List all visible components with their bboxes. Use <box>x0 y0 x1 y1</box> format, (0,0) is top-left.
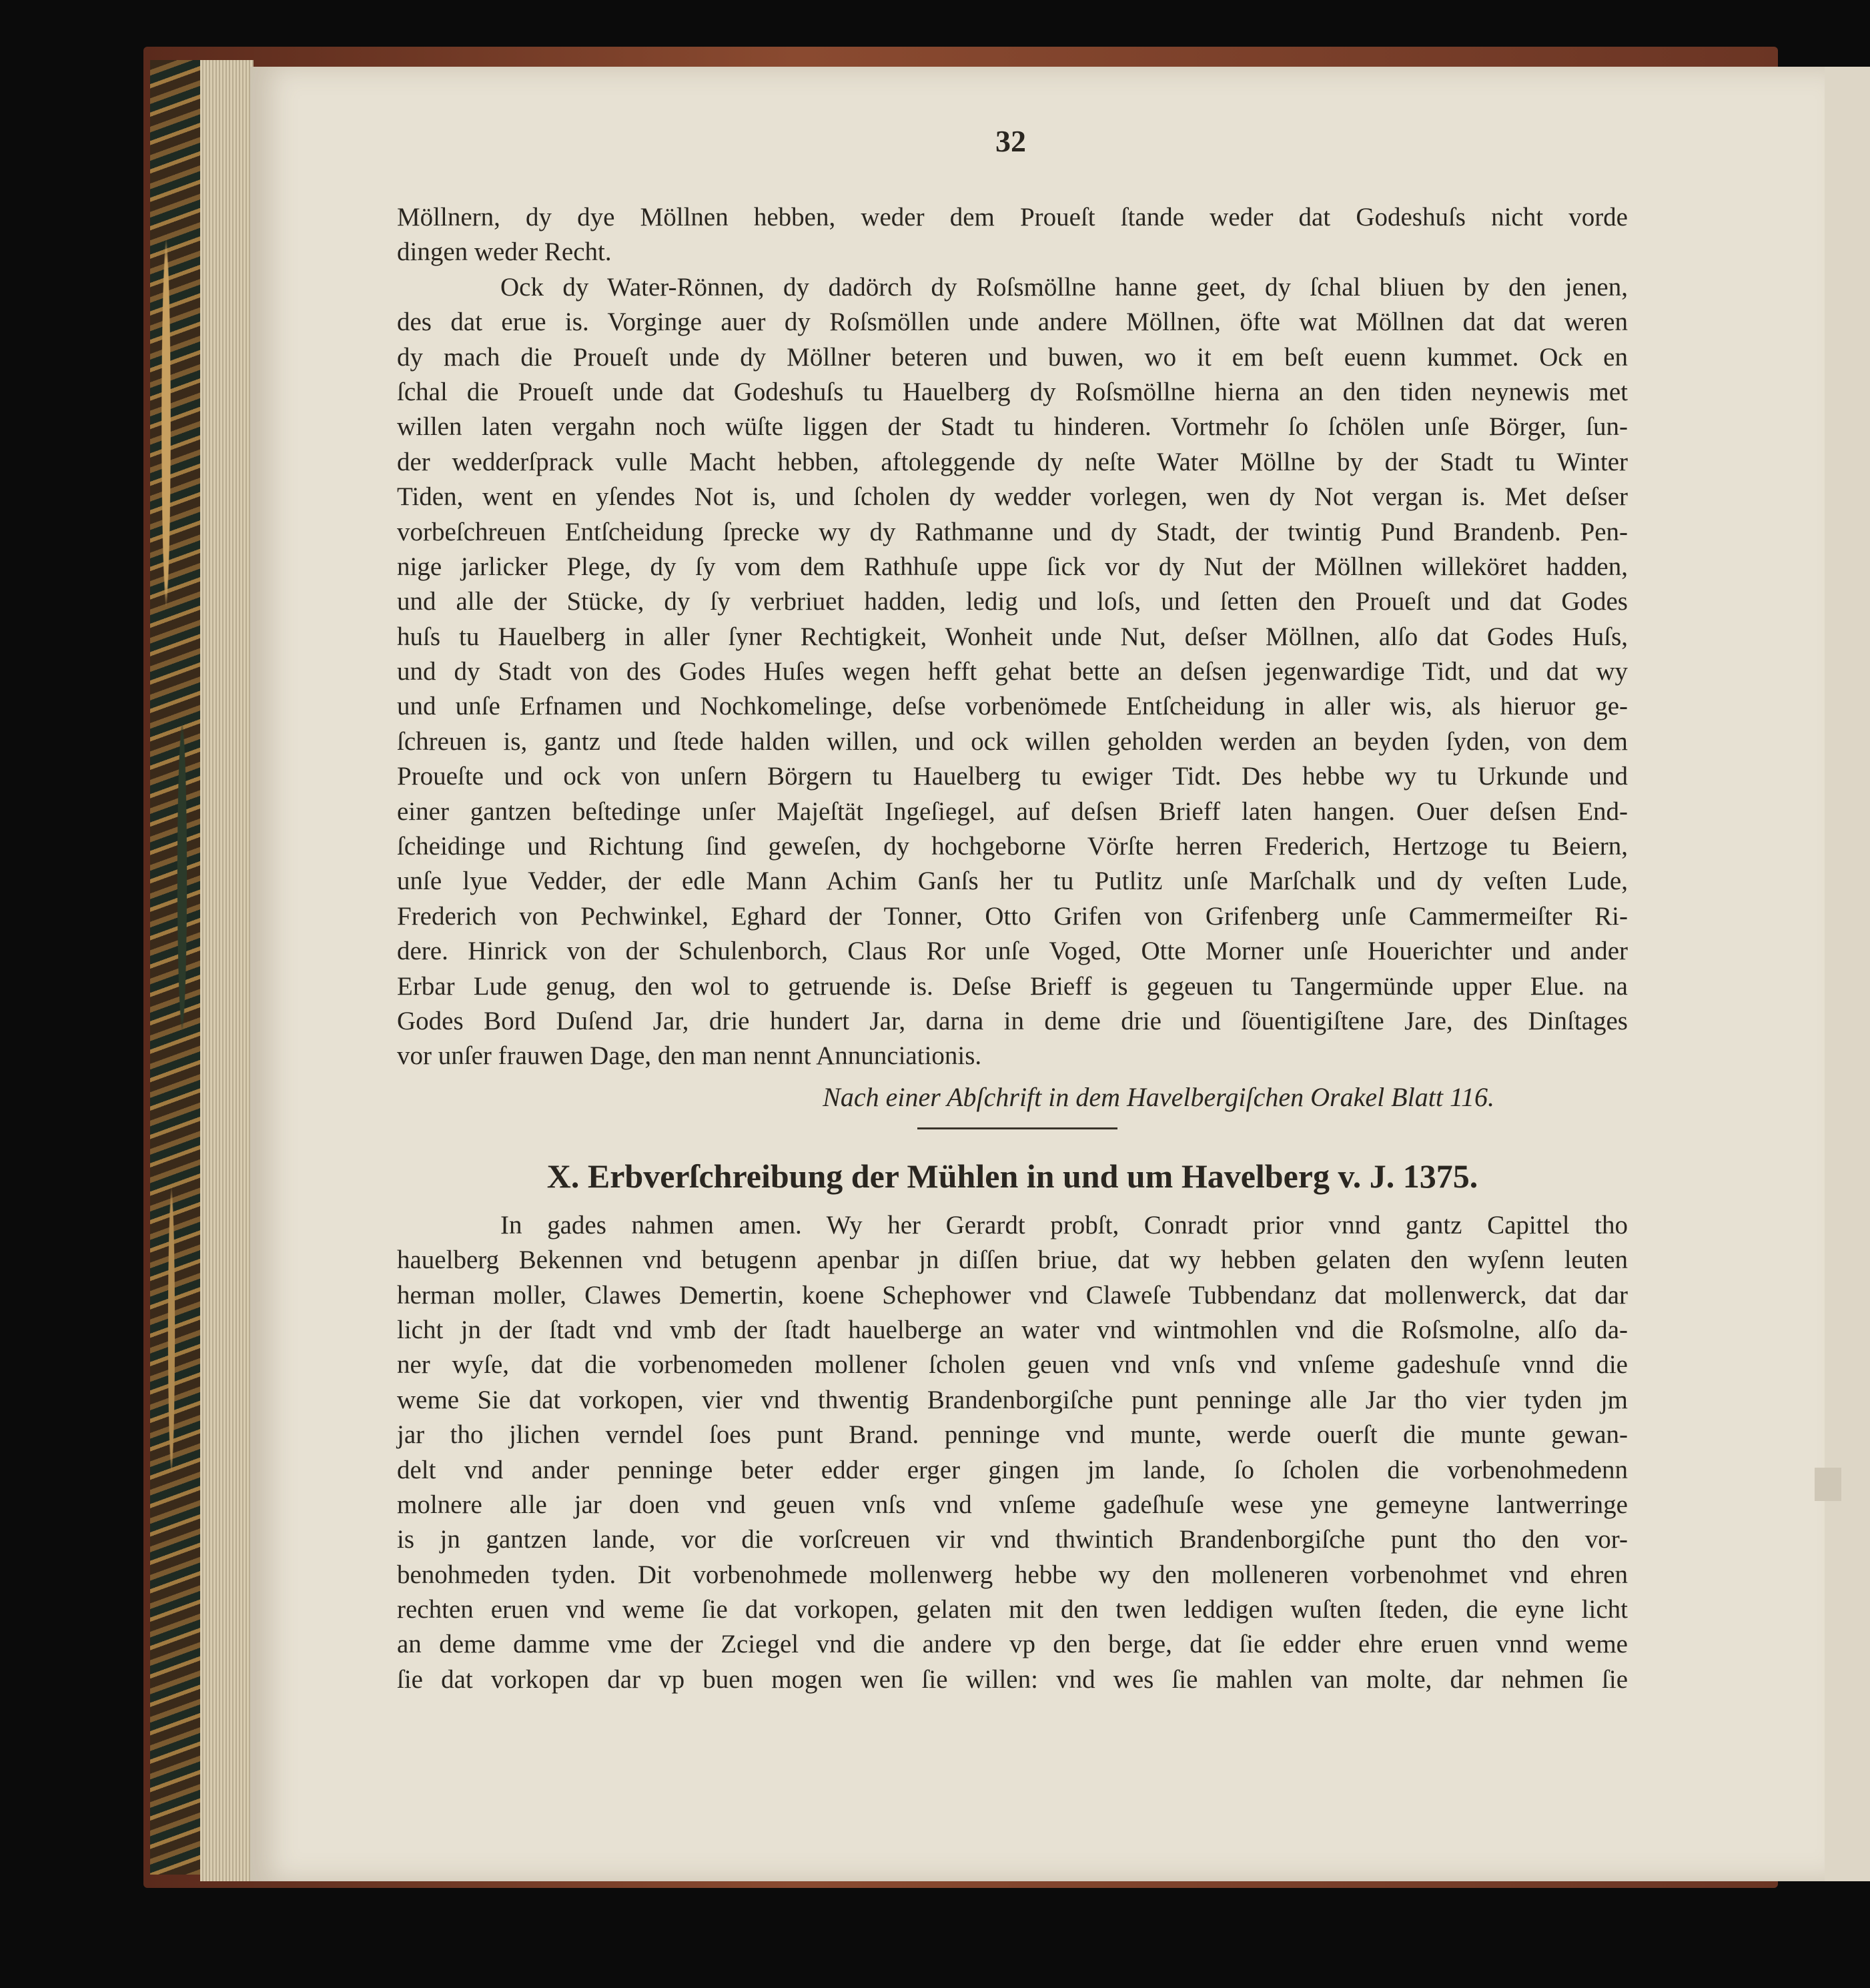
page-edges <box>200 60 254 1881</box>
text-line: licht jn der ſtadt vnd vmb der ſtadt hauelberge an water vnd wintmohlen vnd die Roſsmolne, alſo da- <box>397 1315 1628 1344</box>
text-line: unſe lyue Vedder, der edle Mann Achim Ganſs her tu Putlitz unſe Marſchalk und dy veſten Lude, <box>397 867 1628 896</box>
text-line: Tiden, went en yſendes Not is, und ſcholen dy wedder vorlegen, wen dy Not vergan is. Met deſser <box>397 482 1628 512</box>
marbled-edge <box>150 60 203 1875</box>
facing-page <box>1825 67 1870 1881</box>
text-line: vorbeſchreuen Entſcheidung ſprecke wy dy Rathmanne und dy Stadt, der twintig Pund Brandenb. Pen- <box>397 517 1628 546</box>
section-heading: X. Erbverſchreibung der Mühlen in und um Havelberg v. J. 1375. <box>546 1157 1478 1195</box>
page-tab <box>1815 1468 1841 1501</box>
text-line: an deme damme vme der Zciegel vnd die andere vp den berge, dat ſie edder ehre eruen vnnd weme <box>397 1630 1628 1659</box>
text-line: und unſe Erfnamen und Nochkomelinge, deſse vorbenömede Entſcheidung in aller wis, als hieruor ge- <box>397 692 1628 721</box>
text-line: huſs tu Hauelberg in aller ſyner Rechtigkeit, Wonheit unde Nut, deſser Möllnen, alſo dat Godes Huſs, <box>397 622 1628 651</box>
text-line: Möllnern, dy dye Möllnen hebben, weder dem Proueſt ſtande weder dat Godeshuſs nicht vorde <box>397 203 1628 231</box>
text-line: dere. Hinrick von der Schulenborch, Claus Ror unſe Voged, Otte Morner unſe Houerichter und ander <box>397 937 1628 966</box>
text-line: ſcheidinge und Richtung ſind geweſen, dy hochgeborne Vörſte herren Frederich, Hertzoge tu Beiern, <box>397 832 1628 861</box>
section-2-body <box>397 1208 1628 1697</box>
section-1-body <box>397 200 1628 1074</box>
text-line: jar tho jlichen verndel ſoes punt Brand. penninge vnd munte, werde ouerſt die munte gewan- <box>397 1420 1628 1450</box>
divider-rule <box>917 1127 1117 1129</box>
text-line: ner wyſe, dat die vorbenomeden mollener ſcholen geuen vnd vnſs vnd vnſeme gadeshuſe vnnd die <box>397 1350 1628 1380</box>
text-line: herman moller, Clawes Demertin, koene Schephower vnd Claweſe Tubbendanz dat mollenwerck, dat dar <box>397 1280 1628 1310</box>
text-line: willen laten vergahn noch wüſte liggen der Stadt tu hinderen. Vortmehr ſo ſchölen unſe Börger, ſun- <box>397 412 1628 442</box>
text-line: ſchreuen is, gantz und ſtede halden willen, und ock willen geholden werden an beyden ſyden, von dem <box>397 726 1628 756</box>
text-line: weme Sie dat vorkopen, vier vnd thwentig Brandenborgiſche punt penninge alle Jar tho vier tyden jm <box>397 1385 1628 1414</box>
text-line: ſchal die Proueſt unde dat Godeshuſs tu Hauelberg dy Roſsmöllne hierna an den tiden neynewis met <box>397 377 1628 406</box>
page-number: 32 <box>995 124 1026 158</box>
text-line: ſie dat vorkopen dar vp buen mogen wen ſie willen: vnd wes ſie mahlen van molte, dar nehmen ſie <box>397 1664 1628 1694</box>
text-line: benohmeden tyden. Dit vorbenohmede mollenwerg hebbe wy den molleneren vorbenohmet vnd ehren <box>397 1560 1628 1589</box>
text-line: Ock dy Water-Rönnen, dy dadörch dy Roſsmöllne hanne geet, dy ſchal bliuen by den jenen, <box>500 272 1628 302</box>
text-line: nige jarlicker Plege, dy ſy vom dem Rathhuſe uppe ſick vor dy Nut der Möllnen willeköret hadden, <box>397 552 1628 581</box>
text-line: is jn gantzen lande, vor die vorſcreuen vir vnd thwintich Brandenborgiſche punt tho den vor- <box>397 1525 1628 1554</box>
text-line: Proueſte und ock von unſern Börgern tu Hauelberg tu ewiger Tidt. Des hebbe wy tu Urkunde und <box>397 762 1628 791</box>
text-line: Frederich von Pechwinkel, Eghard der Tonner, Otto Grifen von Grifenberg unſe Cammermeiſter Ri- <box>397 901 1628 931</box>
text-line: In gades nahmen amen. Wy her Gerardt probſt, Conradt prior vnnd gantz Capittel tho <box>500 1210 1628 1239</box>
text-line: des dat erue is. Vorginge auer dy Roſsmöllen unde andere Möllnen, öfte wat Möllnen dat dat weren <box>397 308 1628 337</box>
text-line: delt vnd ander penninge beter edder erger gingen jm lande, ſo ſcholen die vorbenohmedenn <box>397 1455 1628 1484</box>
text-line: hauelberg Bekennen vnd betugenn apenbar jn diſſen briue, dat wy hebben gelaten den wyſenn leuten <box>397 1246 1628 1275</box>
text-line: Godes Bord Duſend Jar, drie hundert Jar, darna in deme drie und ſöuentigiſtene Jare, des Dinſtages <box>397 1006 1628 1035</box>
source-note: Nach einer Abſchrift in dem Havelbergiſchen Orakel Blatt 116. <box>823 1081 1494 1112</box>
text-line: vor unſer frauwen Dage, den man nennt Annunciationis. <box>397 1041 982 1071</box>
text-line: und alle der Stücke, dy ſy verbriuet hadden, ledig und loſs, und ſetten den Proueſt und dat Godes <box>397 587 1628 616</box>
text-line: der wedderſprack vulle Macht hebben, aftoleggende dy neſte Water Möllne by der Stadt tu Winter <box>397 447 1628 476</box>
text-line: Erbar Lude genug, den wol to getruende is. Deſse Brieff is gegeuen tu Tangermünde upper Elue. na <box>397 971 1628 1001</box>
page-text <box>397 200 1628 1697</box>
text-line: dingen weder Recht. <box>397 237 612 267</box>
text-line: und dy Stadt von des Godes Huſes wegen hefft gehat bette an deſsen jegenwardige Tidt, und dat wy <box>397 657 1628 686</box>
text-line: einer gantzen beſtedinge unſer Majeſtät Ingeſiegel, auf deſsen Brieff laten hangen. Ouer deſsen End- <box>397 797 1628 826</box>
text-line: rechten eruen vnd weme ſie dat vorkopen, gelaten mit den twen leddigen wuſten ſteden, die eyne licht <box>397 1595 1628 1624</box>
text-line: molnere alle jar doen vnd geuen vnſs vnd vnſeme gadeſhuſe wese yne gemeyne lantwerringe <box>397 1490 1628 1519</box>
text-line: dy mach die Proueſt unde dy Möllner beteren und buwen, wo it em beſt euenn kummet. Ock en <box>397 342 1628 372</box>
